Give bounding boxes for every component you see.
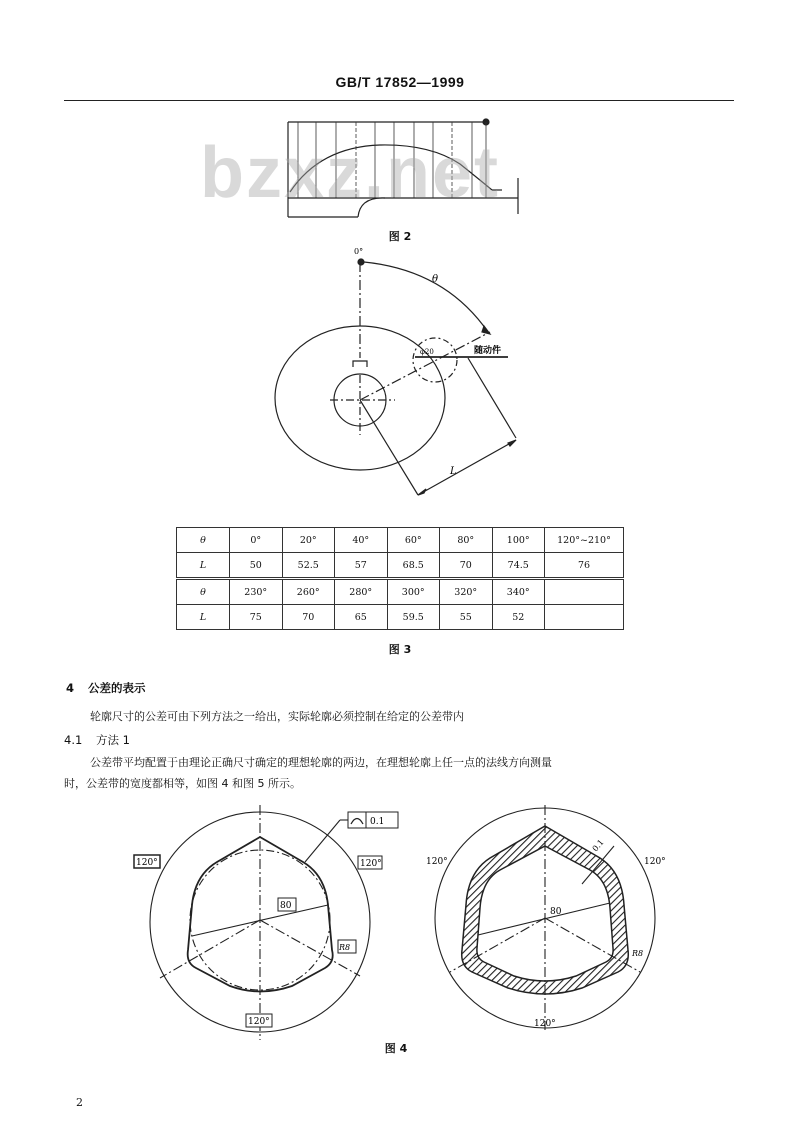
figure-3-data-table bbox=[176, 527, 624, 630]
section-4-1-body-line1: 公差带平均配置于由理论正确尺寸确定的理想轮廓的两边，在理想轮廓上任一点的法线方向测量 bbox=[90, 756, 552, 769]
table-row: L 50 52.5 57 68.5 70 74.5 76 bbox=[177, 553, 624, 579]
radius-label: R8 bbox=[339, 943, 351, 952]
figure-4-left-profile-drawing bbox=[120, 800, 420, 1040]
section-title: 方法 1 bbox=[95, 733, 130, 747]
angle-left-label: 120° bbox=[426, 857, 448, 867]
tolerance-value: 0.1 bbox=[370, 817, 385, 827]
figure-4-caption: 图 4 bbox=[384, 1042, 408, 1055]
follower-label: 随动件 bbox=[474, 346, 502, 356]
radius-label: R8 bbox=[632, 949, 644, 958]
tolerance-frame bbox=[348, 812, 398, 828]
section-4-intro: 轮廓尺寸的公差可由下列方法之一给出，实际轮廓必须控制在给定的公差带内 bbox=[90, 710, 464, 723]
section-4-1-body-line2: 时，公差带的宽度都相等，如图 4 和图 5 所示。 bbox=[64, 777, 301, 790]
origin-label: 0° bbox=[354, 247, 364, 256]
table-row: θ 0° 20° 40° 60° 80° 100° 120°~210° bbox=[177, 528, 624, 553]
standard-code-header: GB/T 17852—1999 bbox=[335, 74, 465, 90]
angle-left-label: 120° bbox=[136, 858, 158, 868]
page-number: 2 bbox=[76, 1096, 83, 1109]
diameter-label: 80 bbox=[550, 907, 562, 917]
watermark: bzxz.net bbox=[200, 133, 501, 213]
length-L-label: L bbox=[450, 466, 457, 477]
section-title: 公差的表示 bbox=[88, 681, 146, 695]
follower-dim-label: φ20 bbox=[420, 348, 434, 356]
section-number: 4.1 bbox=[64, 733, 83, 747]
table-row: L 75 70 65 59.5 55 52 bbox=[177, 605, 624, 630]
section-4-heading bbox=[66, 680, 146, 696]
angle-theta-label: θ bbox=[432, 274, 439, 285]
figure-2-caption: 图 2 bbox=[388, 230, 412, 243]
section-4-1-heading bbox=[64, 732, 130, 748]
figure-3-cam-diagram bbox=[270, 240, 540, 510]
angle-bottom-label: 120° bbox=[248, 1017, 270, 1027]
figure-2-profile-diagram bbox=[280, 112, 530, 222]
diameter-label: 80 bbox=[280, 901, 292, 911]
figure-3-caption: 图 3 bbox=[388, 643, 412, 656]
angle-bottom-label: 120° bbox=[534, 1019, 556, 1029]
angle-right-label: 120° bbox=[360, 859, 382, 869]
header-rule bbox=[64, 100, 734, 101]
section-number: 4 bbox=[66, 681, 75, 695]
table-row: θ 230° 260° 280° 300° 320° 340° bbox=[177, 579, 624, 605]
figure-4-right-tolerance-zone-drawing bbox=[410, 800, 710, 1040]
zone-width-label: 0.1 bbox=[590, 837, 606, 854]
angle-right-label: 120° bbox=[644, 857, 666, 867]
